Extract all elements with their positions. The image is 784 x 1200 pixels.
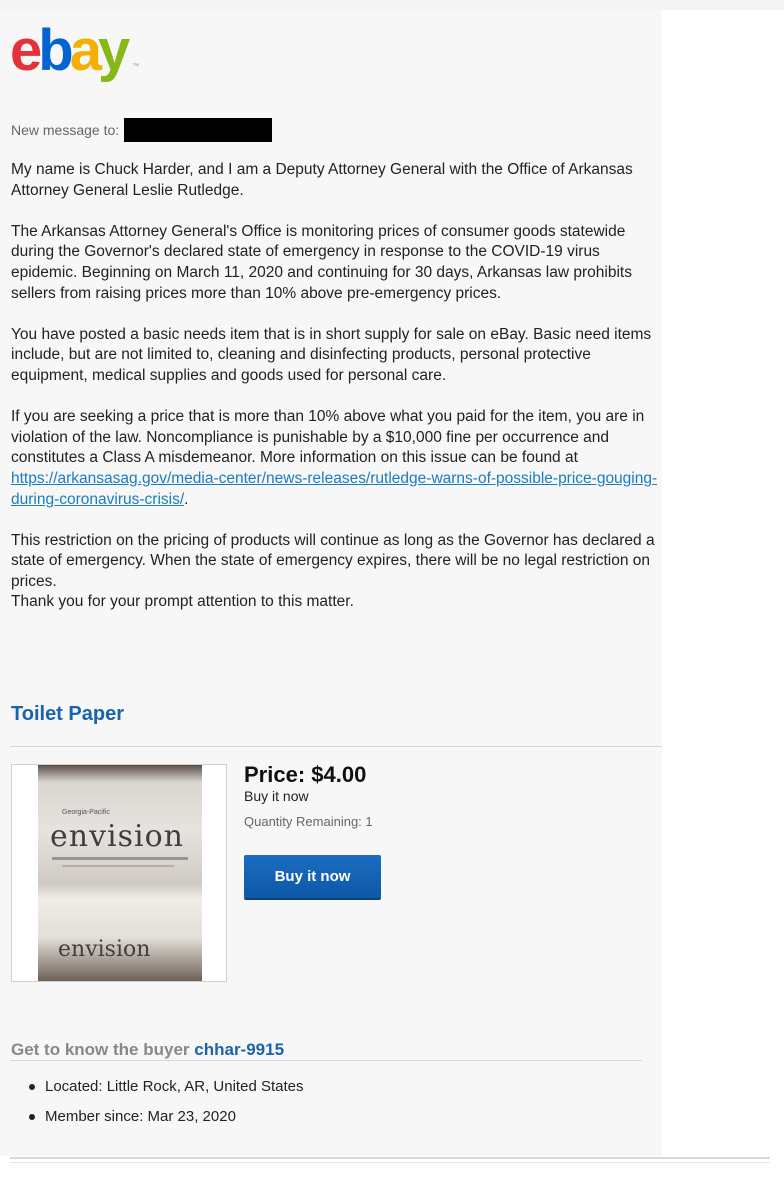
listing-format: Buy it now: [244, 788, 309, 804]
message-paragraph: My name is Chuck Harder, and I am a Deputy Attorney General with the Office of Arkansas Attorney General Leslie Rutledge.: [11, 161, 633, 199]
photo-fine-print: [62, 865, 174, 867]
divider: [10, 746, 662, 747]
logo-letter-y: y: [97, 18, 127, 83]
recipient-label: New message to:: [11, 122, 120, 138]
buyer-heading-text: Get to know the buyer: [11, 1040, 190, 1059]
buyer-username-link[interactable]: chhar-9915: [194, 1040, 285, 1059]
redacted-recipient: [124, 118, 272, 142]
recipient-row: [11, 118, 272, 142]
buyer-heading: [11, 1040, 284, 1060]
photo-brand-text-lower: envision: [58, 937, 151, 962]
photo-maker-text: Georgia-Pacific: [62, 809, 110, 816]
item-price: Price: $4.00: [244, 762, 367, 787]
photo-brand-text: envision: [50, 819, 184, 854]
logo-letter-e: e: [10, 18, 39, 83]
paragraph-text: If you are seeking a price that is more than 10% above what you paid for the item, you are in violation of the law. Noncompliance is punishable by a $10,000 fine per occurrence and constitutes a Class A misdemeanor. More information on this issue can be found at: [11, 408, 645, 467]
quantity-remaining: Quantity Remaining: 1: [244, 814, 373, 829]
message-paragraph: You have posted a basic needs item that is in short supply for sale on eBay. Basic need items include, but are not limited to, cleaning and disinfecting products, personal protective equipment, medical supplies and goods used for personal care.: [11, 325, 652, 384]
paragraph-end: .: [184, 490, 189, 508]
buyer-member-since: Member since: Mar 23, 2020: [45, 1106, 303, 1136]
message-paragraph: This restriction on the pricing of products will continue as long as the Governor has declared a state of emergency. When the state of emergency expires, there will be no legal restriction on prices.: [11, 531, 655, 590]
item-image[interactable]: [11, 764, 227, 982]
press-release-link[interactable]: https://arkansasag.gov/media-center/news-releases/rutledge-warns-of-possible-price-gouging-during-coronavirus-crisis/: [11, 469, 658, 508]
item-title-link[interactable]: Toilet Paper: [11, 703, 124, 725]
logo-letter-a: a: [69, 18, 98, 83]
buyer-location: Located: Little Rock, AR, United States: [45, 1076, 303, 1106]
top-strip: [0, 0, 784, 10]
message-body: [11, 160, 663, 613]
logo-letter-b: b: [38, 18, 70, 83]
ebay-logo[interactable]: [10, 20, 170, 82]
photo-fine-print: [52, 857, 188, 860]
trademark-symbol: ™: [132, 63, 140, 70]
message-paragraph: [11, 407, 663, 510]
buy-it-now-button[interactable]: Buy it now: [244, 855, 381, 898]
footer-divider: [10, 1157, 770, 1159]
buyer-details: [45, 1076, 303, 1136]
toilet-paper-photo: [38, 765, 202, 981]
divider: [10, 1060, 642, 1061]
footer-divider: [10, 1162, 770, 1163]
message-closing: Thank you for your prompt attention to this matter.: [11, 593, 354, 611]
message-paragraph: The Arkansas Attorney General's Office is monitoring prices of consumer goods statewide during the Governor's declared state of emergency in response to the COVID-19 virus epidemic. Beginning on March 11, 2020 and continuing for 30 days, Arkansas law prohibits sellers from raising prices more than 10% above pre-emergency prices.: [11, 222, 632, 302]
